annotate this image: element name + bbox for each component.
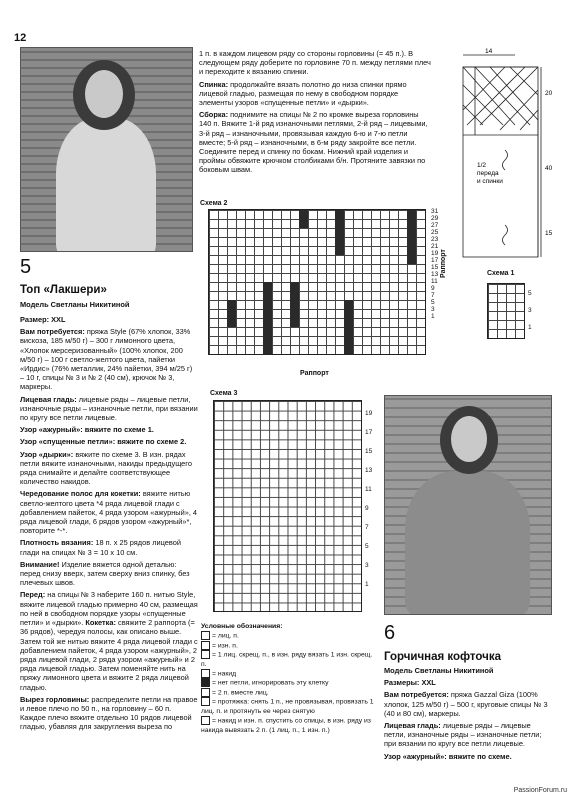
scheme-3-row-numbers: 19 17 15 13 11 9 7 5 3 1 [365,410,373,588]
scheme-1-title: Схема 1 [487,270,515,277]
yarn-over-symbol-icon [201,669,210,678]
legend-item: = 2 п. вместе лиц. [201,688,379,698]
legend-item: = протяжка: снять 1 п., не провязывая, провязать 1 лиц. п. и протянуть ее через снятую [201,698,374,715]
knit-symbol-icon [201,631,210,640]
diagram-right-1: 20 [545,90,553,97]
legend-item: = изн. п. [201,641,379,651]
no-stitch-symbol-icon [201,678,210,687]
size-2: Размеры: XXL [384,678,436,688]
garment-diagram [455,45,565,260]
k2tog-symbol-icon [201,688,210,697]
diagram-label-1: 1/2 [477,162,487,169]
instructions-col-1: Размер: XXL Вам потребуется: пряжа Style (67% хлопок, 33% вискоза, 185 м/50 г) – 300 г лимонного цвета, «Хлопок мерсеризованный» (100% хлопок, 200 м/50 г) – 100 г светло-желтого цвета, пайетки «Ирдис» (76% металлик, 24% пайетки, 394 м/25 г) – 10 г, спицы № 3 и № 2 (40 см), крючок № 3, маркеры. Лицевая гладь: лицевые ряды – лицевые петли, изнаночные ряды – изнаночные петли, при вязании по кругу все петли лицевые. Узор «ажурный»: вяжите по схеме 1. Узор «спущенные петли»: вяжите по схеме 2. Узор «дырки»: вяжите по схеме 3. В изн. рядах петли вяжите изнаночными, накиды предыдущего ряда снимайте и делайте соответствующее количество накидов. Чередование полос для кокетки: вяжите нитью светло-желтого цвета *4 ряда лицевой глади с добавлением пайеток, 4 ряда узором «ажурный», 4 ряда лицевой глади, 6 рядов узором «ажурный»*, повторите *-*. Плотность вязания: 18 п. х 25 рядов лицевой глади на спицах № 3 = 10 х 10 см. Внимание! Изделие вяжется одной деталью: перед снизу вверх, затем сверху вниз спинку, без плечевых швов. Перед: на спицы № 3 наберите 160 п. нитью Style, вяжите лицевой гладью примерно 40 см, размещая по ней в свободном порядке узоры «спущенные петли» и «дырки». Кокетка: свяжите 2 раппорта (= 36 рядов), чередуя полосы, как описано выше. Затем той же нитью вяжите 4 ряда лицевой глади с добавлением пайеток, 4 ряда узором «ажурный», 2 ряда лицевой глади, 2 ряда узором «ажурный» и 2 ряда лицевой гладью. Затем поменяйте нить на пряжу лимонного цвета и вяжите 2 ряда лицевой гладью. Вырез горловины: распределите петли на правое и левое плечо по 50 п., на горловину – 60 п. Каждое плечо вяжите отдельно 10 рядов лицевой гладью, убавляя для закругления выреза по [20,315,198,732]
scheme-2-title: Схема 2 [200,200,228,207]
model-photo-top [20,47,193,252]
legend-item: = накид и изн. п. спустить со спицы, в изн. ряду из накида вывязать 2 п. (1 лиц. п., 1 изн. п.) [201,717,371,734]
diagram-right-3: 15 [545,230,553,237]
scheme-2-repeat-horizontal: Раппорт [300,370,329,377]
model-photo-blouse [384,395,552,615]
scheme-1-row-numbers: 5 3 1 [528,290,532,331]
slip-pass-symbol-icon [201,697,210,706]
model-number-5: 5 [20,256,32,278]
legend-item: = нет петли, игнорировать эту клетку [201,678,379,688]
materials-1: пряжа Style (67% хлопок, 33% вискоза, 185 м/50 г) – 300 г лимонного цвета, «Хлопок мерсеризованный» (100% хлопок, 200 м/50 г) – 100 г светло-желтого цвета, пайетки «Ирдис» (76% металлик, 24% пайетки, 394 м/25 г) – 10 г, спицы № 3 и № 2 (40 см), крючок № 3, маркеры. [20,327,193,392]
legend-item: = накид [201,669,379,679]
legend-item: = лиц. п. [201,631,379,641]
page-number: 12 [14,32,27,44]
scheme-3-title: Схема 3 [210,390,238,397]
purl-symbol-icon [201,641,210,650]
twisted-stitch-symbol-icon [201,650,210,659]
instructions-model-2: Модель Светланы Никитиной Размеры: XXL Вам потребуется: пряжа Gazzal Giza (100% хлопок, 125 м/50 г) – 500 г, круговые спицы № 3 (40 и 80 см), маркеры. Лицевая гладь: лицевые ряды – лицевые петли, изнаночные ряды – изнаночные петли; при вязании по кругу все петли лицевые. Узор «ажурный»: вяжите по схеме. [384,666,554,764]
size-1: Размер: XXL [20,315,66,324]
watermark: PassionForum.ru [513,787,567,794]
diagram-label-3: и спинки [477,178,503,185]
designer-1: Модель Светланы Никитиной [20,300,130,309]
model-number-6: 6 [384,622,396,644]
legend-title: Условные обозначения: [201,623,283,630]
instructions-col-2: 1 п. в каждом лицевом ряду со стороны горловины (= 45 п.). В следующем ряду доберите по горловине 70 п. между петлями плеч и переходите к вязанию спинки. Спинка: продолжайте вязать полотно до низа спинки прямо лицевой гладью, размещая по нему в свободном порядке элементы узоров «спущенные петли» и «дырки». Сборка: поднимите на спицы № 2 по кромке выреза горловины 140 п. Вяжите 1-й ряд изнаночными петлями, 2-й ряд – лицевыми, 3-й ряд – изнаночными, провязывая каждую 6-ю и 7-ю петли вместе; 5-й ряд – изнаночными, в 6-м ряду закройте все петли. Соедините перед и спинку по бокам. Нижний край изделия и проймы обвяжите крючком столбиками б/н. Протяните завязки по боковым швам. [199,49,431,175]
scheme-2-row-numbers: 31 29 27 25 23 21 19 17 15 13 11 9 7 5 3 1 [431,208,439,320]
scheme-3-grid [213,400,362,612]
diagram-label-2: переда [477,170,499,177]
diagram-top-label: 14 [485,48,493,55]
model-title-2: Горчичная кофточка [384,651,501,663]
drop-stitch-symbol-icon [201,716,210,725]
scheme-2-repeat-vertical: Раппорт [440,249,447,278]
legend-item: = 1 лиц. скрещ. п., в изн. ряду вязать 1 изн. скрещ. п. [201,651,373,668]
legend [201,622,379,735]
diagram-right-2: 40 [545,165,553,172]
designer-2: Модель Светланы Никитиной [384,666,494,675]
scheme-2-grid [208,209,426,355]
model-title-1: Топ «Лакшери» [20,284,107,296]
scheme-1-grid [487,283,525,339]
